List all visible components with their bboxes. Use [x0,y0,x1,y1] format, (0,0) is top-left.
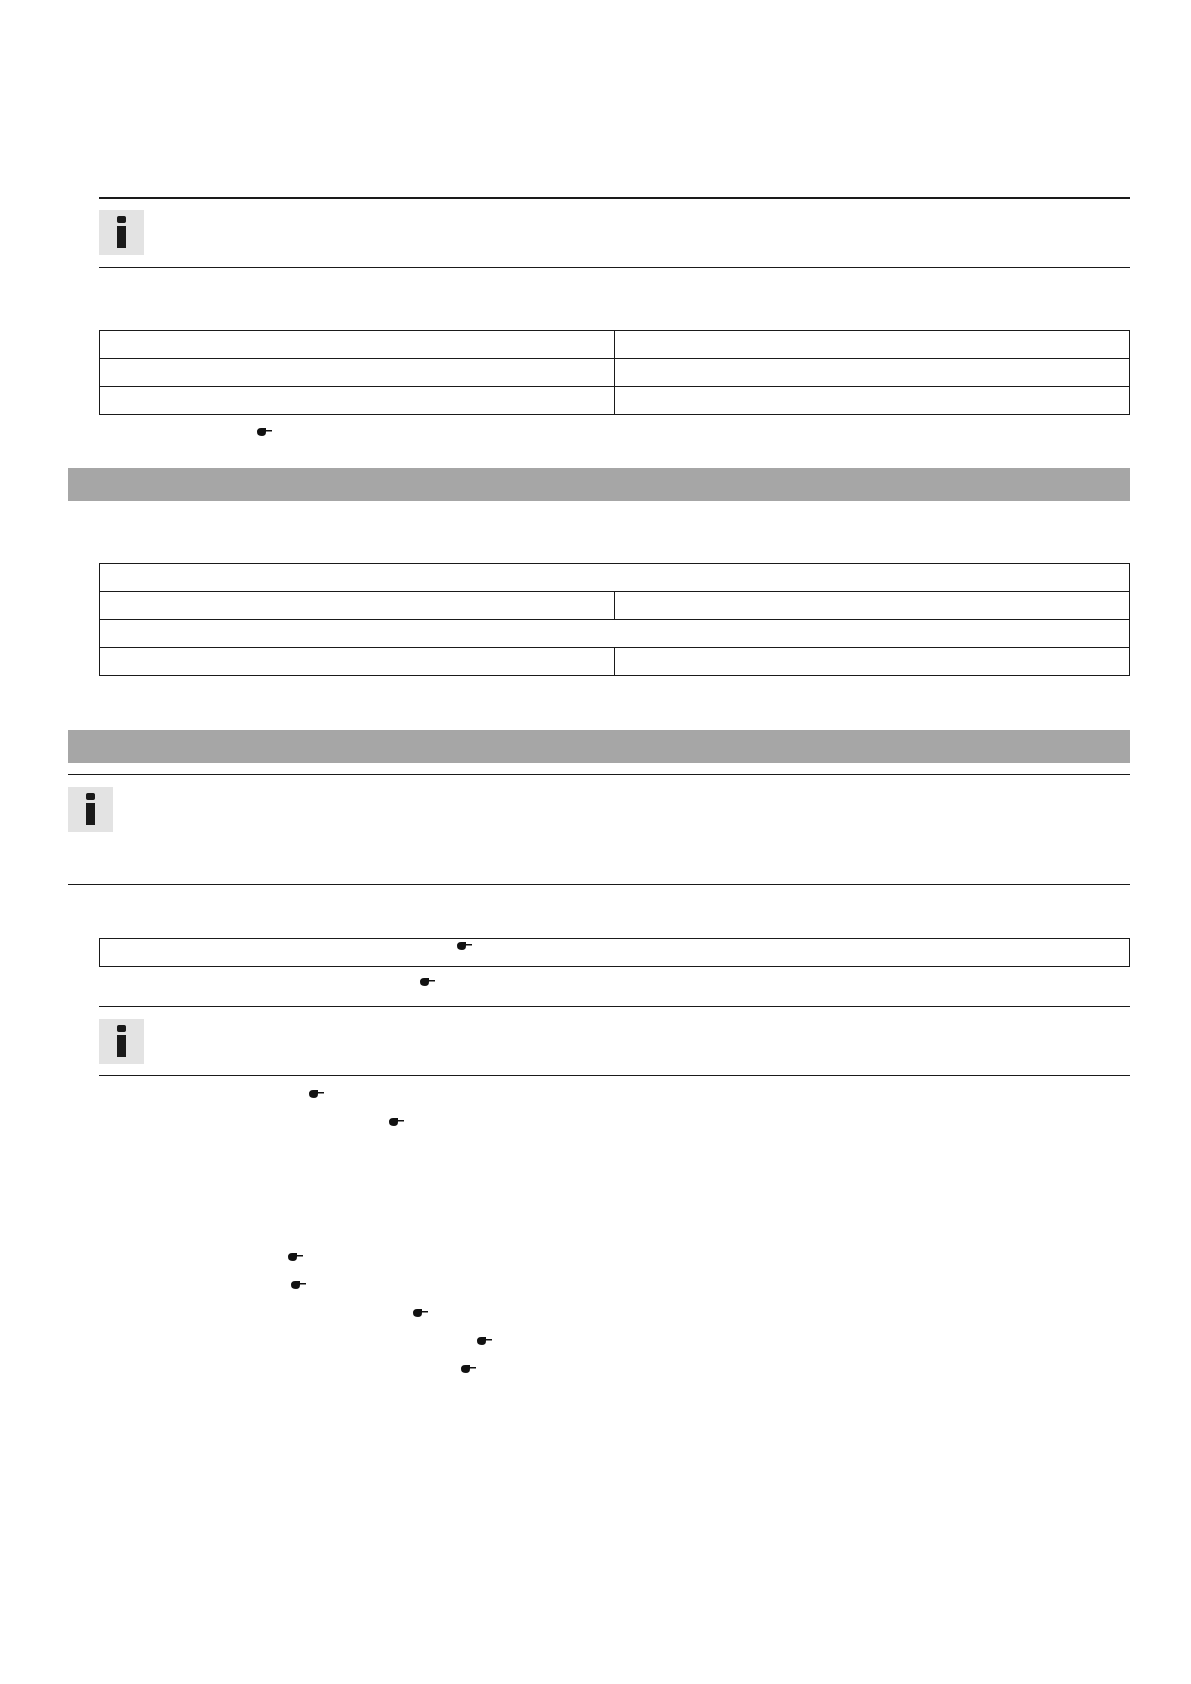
table-cell [100,939,1130,967]
note-bottom-rule [68,884,1130,885]
pointing-hand-icon[interactable] [420,977,436,987]
table-row [100,387,1130,415]
table-row [100,331,1130,359]
note-top-rule [99,1006,1130,1007]
pointing-hand-icon[interactable] [461,1364,477,1374]
pointing-hand-icon[interactable] [389,1117,405,1127]
note-top-rule [99,197,1130,199]
table-1 [99,330,1130,415]
pointing-hand-icon[interactable] [288,1252,304,1262]
section-heading-bar [68,468,1130,501]
table-cell [615,331,1130,359]
table-2 [99,563,1130,676]
section-heading-bar [68,730,1130,763]
info-icon [68,787,113,832]
table-row [100,648,1130,676]
table-cell [615,387,1130,415]
table-cell [100,564,1130,592]
pointing-hand-icon[interactable] [457,941,473,951]
note-bottom-rule [99,1075,1130,1076]
table-cell [100,648,615,676]
table-cell [100,359,615,387]
table-3 [99,938,1130,967]
table-cell [100,387,615,415]
table-cell [615,648,1130,676]
info-icon [99,1019,144,1064]
pointing-hand-icon[interactable] [477,1336,493,1346]
pointing-hand-icon[interactable] [309,1089,325,1099]
table-row [100,620,1130,648]
table-cell [100,620,1130,648]
table-cell [615,592,1130,620]
table-cell [615,359,1130,387]
table-row [100,939,1130,967]
pointing-hand-icon[interactable] [291,1280,307,1290]
note-bottom-rule [99,267,1130,268]
info-icon [99,210,144,255]
table-cell [100,592,615,620]
table-cell [100,331,615,359]
pointing-hand-icon[interactable] [413,1308,429,1318]
pointing-hand-icon[interactable] [257,427,273,437]
note-top-rule [68,774,1130,775]
table-row [100,359,1130,387]
table-row [100,592,1130,620]
table-row [100,564,1130,592]
